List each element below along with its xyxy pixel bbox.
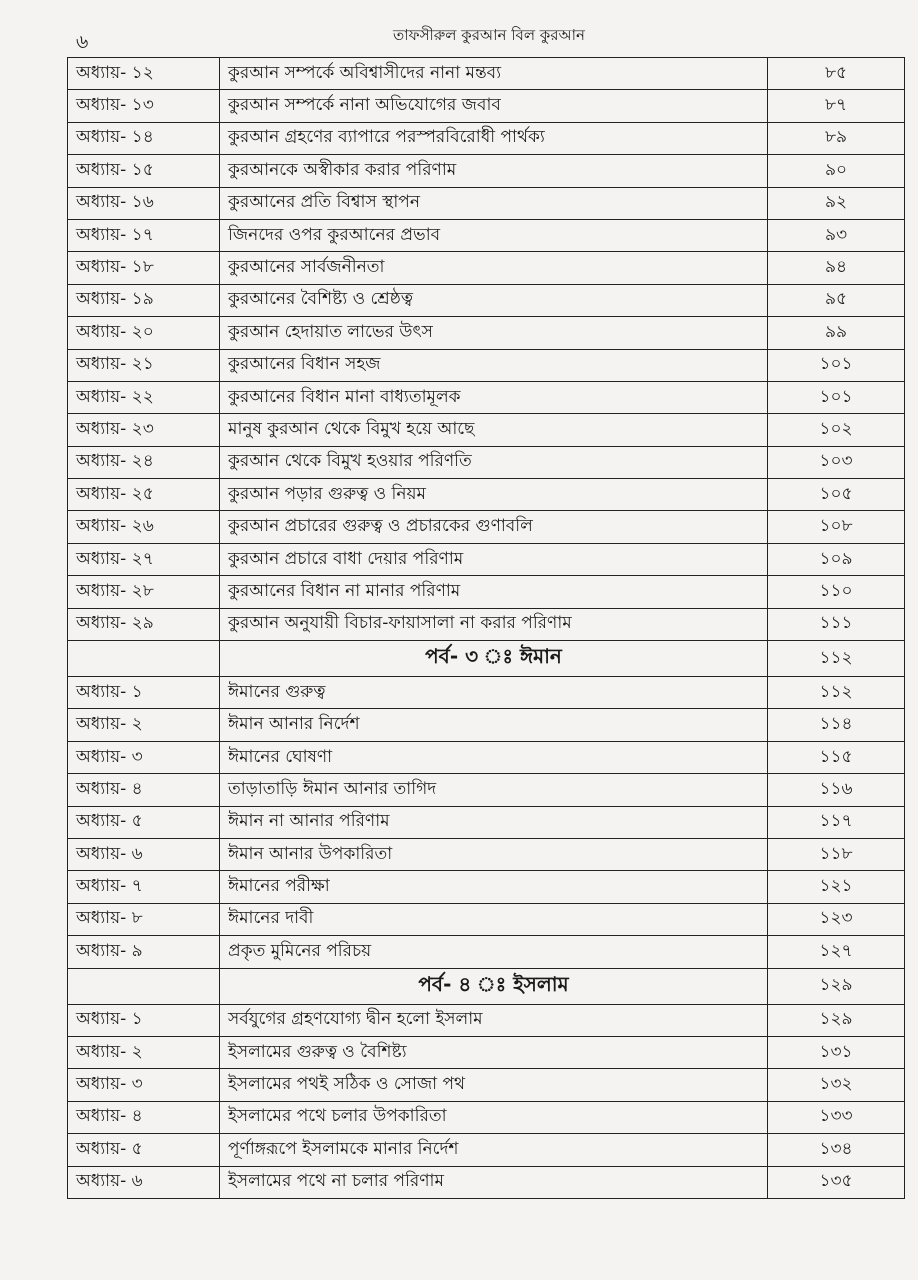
title-cell: কুরআন থেকে বিমুখ হওয়ার পরিণতি bbox=[220, 446, 768, 478]
table-row bbox=[68, 155, 905, 187]
title-cell: কুরআনের প্রতি বিশ্বাস স্থাপন bbox=[220, 187, 768, 219]
table-row bbox=[68, 479, 905, 511]
table-row bbox=[68, 446, 905, 478]
title-cell: কুরআন প্রচারে বাধা দেয়ার পরিণাম bbox=[220, 543, 768, 575]
table-row bbox=[68, 1069, 905, 1101]
chapter-cell: অধ্যায়- ২০ bbox=[68, 317, 220, 349]
chapter-cell: অধ্যায়- ২ bbox=[68, 1036, 220, 1068]
chapter-cell: অধ্যায়- ৬ bbox=[68, 1166, 220, 1198]
table-row bbox=[68, 576, 905, 608]
title-cell: তাড়াতাড়ি ঈমান আনার তাগিদ bbox=[220, 774, 768, 806]
title-cell: ইসলামের পথে চলার উপকারিতা bbox=[220, 1101, 768, 1133]
title-cell: ঈমান আনার নির্দেশ bbox=[220, 709, 768, 741]
chapter-cell: অধ্যায়- ২৪ bbox=[68, 446, 220, 478]
chapter-cell: অধ্যায়- ৫ bbox=[68, 1134, 220, 1166]
title-cell: প্রকৃত মুমিনের পরিচয় bbox=[220, 936, 768, 968]
table-row bbox=[68, 774, 905, 806]
title-cell: কুরআন সম্পর্কে অবিশ্বাসীদের নানা মন্তব্য bbox=[220, 58, 768, 90]
page-cell: ৯২ bbox=[768, 187, 905, 219]
table-row bbox=[68, 936, 905, 968]
title-cell: পর্ব- ৩ ঃ ঈমান bbox=[220, 641, 768, 677]
title-cell: ঈমানের পরীক্ষা bbox=[220, 871, 768, 903]
title-cell: কুরআন প্রচারের গুরুত্ব ও প্রচারকের গুণাবলি bbox=[220, 511, 768, 543]
table-row bbox=[68, 252, 905, 284]
chapter-cell: অধ্যায়- ১৮ bbox=[68, 252, 220, 284]
chapter-cell: অধ্যায়- ১৬ bbox=[68, 187, 220, 219]
page-cell: ১৩৫ bbox=[768, 1166, 905, 1198]
table-row bbox=[68, 284, 905, 316]
chapter-cell: অধ্যায়- ১ bbox=[68, 677, 220, 709]
chapter-cell: অধ্যায়- ৬ bbox=[68, 838, 220, 870]
page-cell: ১৩৪ bbox=[768, 1134, 905, 1166]
contents-table bbox=[67, 57, 905, 1199]
table-row bbox=[68, 219, 905, 251]
title-cell: ইসলামের পথে না চলার পরিণাম bbox=[220, 1166, 768, 1198]
page-cell: ১২৩ bbox=[768, 903, 905, 935]
title-cell: সর্বযুগের গ্রহণযোগ্য দ্বীন হলো ইসলাম bbox=[220, 1004, 768, 1036]
page-cell: ১২৭ bbox=[768, 936, 905, 968]
page-cell: ৮৫ bbox=[768, 58, 905, 90]
chapter-cell: অধ্যায়- ২৬ bbox=[68, 511, 220, 543]
title-cell: কুরআনের বিধান না মানার পরিণাম bbox=[220, 576, 768, 608]
page-cell: ১১৬ bbox=[768, 774, 905, 806]
chapter-cell: অধ্যায়- ১৩ bbox=[68, 90, 220, 122]
table-row bbox=[68, 1036, 905, 1068]
page-cell: ১১২ bbox=[768, 641, 905, 677]
table-row bbox=[68, 608, 905, 640]
chapter-cell: অধ্যায়- ১২ bbox=[68, 58, 220, 90]
table-row bbox=[68, 414, 905, 446]
page-cell: ১০৫ bbox=[768, 479, 905, 511]
chapter-cell: অধ্যায়- ২৫ bbox=[68, 479, 220, 511]
page-cell: ১২৯ bbox=[768, 1004, 905, 1036]
chapter-cell: অধ্যায়- ৮ bbox=[68, 903, 220, 935]
table-row bbox=[68, 1101, 905, 1133]
chapter-cell bbox=[68, 641, 220, 677]
chapter-cell: অধ্যায়- ১৭ bbox=[68, 219, 220, 251]
chapter-cell: অধ্যায়- ২২ bbox=[68, 381, 220, 413]
chapter-cell: অধ্যায়- ২৭ bbox=[68, 543, 220, 575]
page-cell: ৯৫ bbox=[768, 284, 905, 316]
title-cell: ঈমান আনার উপকারিতা bbox=[220, 838, 768, 870]
page-cell: ১১২ bbox=[768, 677, 905, 709]
table-row bbox=[68, 317, 905, 349]
table-row bbox=[68, 871, 905, 903]
page-cell: ১০১ bbox=[768, 349, 905, 381]
page-cell: ১০৮ bbox=[768, 511, 905, 543]
section-row bbox=[68, 641, 905, 677]
page-cell: ৯৯ bbox=[768, 317, 905, 349]
title-cell: ঈমানের গুরুত্ব bbox=[220, 677, 768, 709]
page-cell: ১০৩ bbox=[768, 446, 905, 478]
table-row bbox=[68, 677, 905, 709]
chapter-cell: অধ্যায়- ২৯ bbox=[68, 608, 220, 640]
chapter-cell: অধ্যায়- ৫ bbox=[68, 806, 220, 838]
page-cell: ১২১ bbox=[768, 871, 905, 903]
chapter-cell: অধ্যায়- ১ bbox=[68, 1004, 220, 1036]
page-cell: ৯৩ bbox=[768, 219, 905, 251]
table-row bbox=[68, 903, 905, 935]
table-row bbox=[68, 709, 905, 741]
page-number: ৬ bbox=[76, 31, 89, 53]
page-cell: ৮৭ bbox=[768, 90, 905, 122]
title-cell: পর্ব- ৪ ঃ ইসলাম bbox=[220, 968, 768, 1004]
table-row bbox=[68, 58, 905, 90]
table-row bbox=[68, 187, 905, 219]
page-cell: ১১৫ bbox=[768, 741, 905, 773]
title-cell: কুরআন সম্পর্কে নানা অভিযোগের জবাব bbox=[220, 90, 768, 122]
title-cell: ইসলামের পথই সঠিক ও সোজা পথ bbox=[220, 1069, 768, 1101]
chapter-cell: অধ্যায়- ৪ bbox=[68, 1101, 220, 1133]
book-title: তাফসীরুল কুরআন বিল কুরআন bbox=[393, 26, 585, 44]
chapter-cell: অধ্যায়- ১৪ bbox=[68, 122, 220, 154]
title-cell: ঈমান না আনার পরিণাম bbox=[220, 806, 768, 838]
table-row bbox=[68, 1166, 905, 1198]
title-cell: কুরআন গ্রহণের ব্যাপারে পরস্পরবিরোধী পার্থক্য bbox=[220, 122, 768, 154]
chapter-cell: অধ্যায়- ৩ bbox=[68, 1069, 220, 1101]
chapter-cell: অধ্যায়- ৪ bbox=[68, 774, 220, 806]
table-row bbox=[68, 381, 905, 413]
title-cell: ইসলামের গুরুত্ব ও বৈশিষ্ট্য bbox=[220, 1036, 768, 1068]
chapter-cell: অধ্যায়- ৩ bbox=[68, 741, 220, 773]
table-row bbox=[68, 838, 905, 870]
page-cell: ১১০ bbox=[768, 576, 905, 608]
page-cell: ১১৭ bbox=[768, 806, 905, 838]
page-cell: ১২৯ bbox=[768, 968, 905, 1004]
chapter-cell: অধ্যায়- ২১ bbox=[68, 349, 220, 381]
table-row bbox=[68, 1134, 905, 1166]
title-cell: জিনদের ওপর কুরআনের প্রভাব bbox=[220, 219, 768, 251]
chapter-cell: অধ্যায়- ১৫ bbox=[68, 155, 220, 187]
section-row bbox=[68, 968, 905, 1004]
table-row bbox=[68, 90, 905, 122]
chapter-cell: অধ্যায়- ২৮ bbox=[68, 576, 220, 608]
table-row bbox=[68, 806, 905, 838]
page-cell: ১০২ bbox=[768, 414, 905, 446]
title-cell: কুরআনের বিধান মানা বাধ্যতামূলক bbox=[220, 381, 768, 413]
title-cell: ঈমানের দাবী bbox=[220, 903, 768, 935]
chapter-cell: অধ্যায়- ১৯ bbox=[68, 284, 220, 316]
page-cell: ৯০ bbox=[768, 155, 905, 187]
title-cell: কুরআন পড়ার গুরুত্ব ও নিয়ম bbox=[220, 479, 768, 511]
table-row bbox=[68, 543, 905, 575]
chapter-cell: অধ্যায়- ৭ bbox=[68, 871, 220, 903]
page-cell: ১১৮ bbox=[768, 838, 905, 870]
title-cell: কুরআনের বিধান সহজ bbox=[220, 349, 768, 381]
title-cell: কুরআন অনুযায়ী বিচার-ফায়াসালা না করার পরিণাম bbox=[220, 608, 768, 640]
title-cell: ঈমানের ঘোষণা bbox=[220, 741, 768, 773]
page-cell: ১৩২ bbox=[768, 1069, 905, 1101]
page-cell: ৮৯ bbox=[768, 122, 905, 154]
page-cell: ১৩১ bbox=[768, 1036, 905, 1068]
table-row bbox=[68, 122, 905, 154]
table-row bbox=[68, 741, 905, 773]
title-cell: কুরআনকে অস্বীকার করার পরিণাম bbox=[220, 155, 768, 187]
page-cell: ১১১ bbox=[768, 608, 905, 640]
page-cell: ৯৪ bbox=[768, 252, 905, 284]
chapter-cell: অধ্যায়- ২৩ bbox=[68, 414, 220, 446]
title-cell: কুরআনের বৈশিষ্ট্য ও শ্রেষ্ঠত্ব bbox=[220, 284, 768, 316]
page-cell: ১০৯ bbox=[768, 543, 905, 575]
title-cell: কুরআনের সার্বজনীনতা bbox=[220, 252, 768, 284]
chapter-cell: অধ্যায়- ২ bbox=[68, 709, 220, 741]
title-cell: পূর্ণাঙ্গরূপে ইসলামকে মানার নির্দেশ bbox=[220, 1134, 768, 1166]
title-cell: কুরআন হেদায়াত লাভের উৎস bbox=[220, 317, 768, 349]
chapter-cell bbox=[68, 968, 220, 1004]
page-cell: ১৩৩ bbox=[768, 1101, 905, 1133]
table-row bbox=[68, 349, 905, 381]
table-row bbox=[68, 1004, 905, 1036]
page-cell: ১১৪ bbox=[768, 709, 905, 741]
chapter-cell: অধ্যায়- ৯ bbox=[68, 936, 220, 968]
title-cell: মানুষ কুরআন থেকে বিমুখ হয়ে আছে bbox=[220, 414, 768, 446]
page-cell: ১০১ bbox=[768, 381, 905, 413]
table-row bbox=[68, 511, 905, 543]
